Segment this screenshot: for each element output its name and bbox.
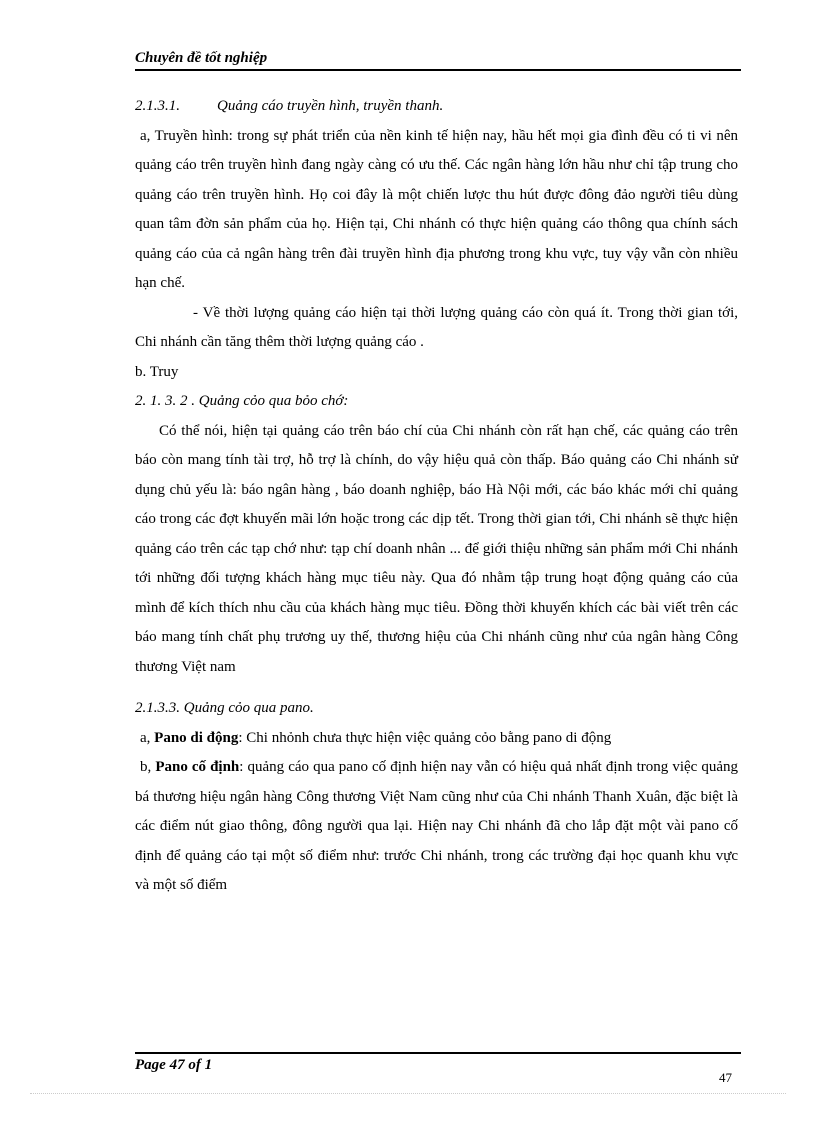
- pano-b-prefix: b,: [140, 759, 156, 775]
- paragraph-thoi-luong: - Về thời lượng quảng cáo hiện tại thời lượng quảng cáo còn quá ít. Trong thời gian tới, Chi nhánh cần tăng thêm thời lượng quảng cáo .: [135, 304, 738, 350]
- page-number: 47: [719, 1070, 732, 1085]
- pano-b-term: Pano cố định: [155, 759, 240, 775]
- header-title: Chuyên đề tốt nghiệp: [135, 50, 268, 66]
- pano-b-text: : quảng cáo qua pano cố định hiện nay vẫn có hiệu quả nhất định trong việc quảng bá thương hiệu ngân hàng Công thương Việt Nam cũng như của Chi nhánh Thanh Xuân, đặc biệt là các điểm nút giao thông, đông người qua lại. Hiện nay Chi nhánh đã cho lắp đặt một vài pano cố định để quảng cáo tại một số điểm như: trước Chi nhánh, trong các trường đại học quanh khu vực và một số điểm: [135, 759, 739, 893]
- section-2131-title: Quảng cáo truyền hình, truyền thanh.: [217, 98, 444, 114]
- footer-rule: [135, 1052, 741, 1054]
- paragraph-truyen-hinh: a, Truyền hình: trong sự phát triển của nền kinh tế hiện nay, hầu hết mọi gia đình đều có ti vi nên quảng cáo trên truyền hình đang ngày càng có ưu thế. Các ngân hàng lớn hầu như chỉ tập trung cho quảng cáo trên truyền hình. Họ coi đây là một chiến lược thu hút được đông đảo người tiêu dùng quan tâm đờn sản phẩm của họ. Hiện tại, Chi nhánh có thực hiện quảng cáo thông qua chính sách quảng cáo của cả ngân hàng trên đài truyền hình địa phương trong khu vực, tuy vậy vẫn còn nhiều hạn chế.: [135, 127, 738, 291]
- section-2133-heading: 2.1.3.3. Quảng cỏo qua pano.: [135, 700, 314, 716]
- paragraph-bao-chi: Có thể nói, hiện tại quảng cáo trên báo chí của Chi nhánh còn rất hạn chế, các quảng cáo trên báo còn mang tính tài trợ, hỗ trợ là chính, do vậy hiệu quả còn thấp. Báo quảng cáo Chi nhánh sử dụng chủ yếu là: báo ngân hàng , báo doanh nghiệp, báo Hà Nội mới, các báo khác mới chỉ quảng cáo trong các đợt khuyến mãi lớn hoặc trong các dịp tết. Trong thời gian tới, Chi nhánh sẽ thực hiện quảng cáo trên các tạp chớ như: tạp chí doanh nhân ... để giới thiệu những sản phẩm mới Chi nhánh tới những đối tượng khách hàng mục tiêu này. Qua đó nhằm tập trung hoạt động quảng cáo của mình để kích thích nhu cầu của khách hàng mục tiêu. Đồng thời khuyến khích các bài viết trên các báo mang tính chất phụ trương uy thế, thương hiệu của Chi nhánh cũng như của ngân hàng Công thương Việt nam: [135, 422, 738, 675]
- document-body: [135, 92, 738, 901]
- header-rule: [135, 69, 741, 71]
- paragraph-b-truy: b. Truy: [135, 363, 179, 380]
- paragraph-pano-co-dinh: [135, 753, 738, 901]
- section-2132-heading: 2. 1. 3. 2 . Quảng cỏo qua bỏo chớ:: [135, 393, 349, 409]
- pano-a-term: Pano di động: [154, 729, 239, 746]
- section-2131-number: 2.1.3.1.: [135, 98, 180, 114]
- pano-a-prefix: a,: [140, 729, 155, 746]
- paragraph-pano-di-dong: [135, 724, 738, 754]
- section-2131-heading: [135, 92, 738, 122]
- page-bottom-dotted-rule: [30, 1093, 786, 1094]
- footer-title: Page 47 of 1: [135, 1057, 213, 1073]
- pano-a-text: : Chi nhỏnh chưa thực hiện việc quảng cỏo bằng pano di động: [238, 729, 612, 746]
